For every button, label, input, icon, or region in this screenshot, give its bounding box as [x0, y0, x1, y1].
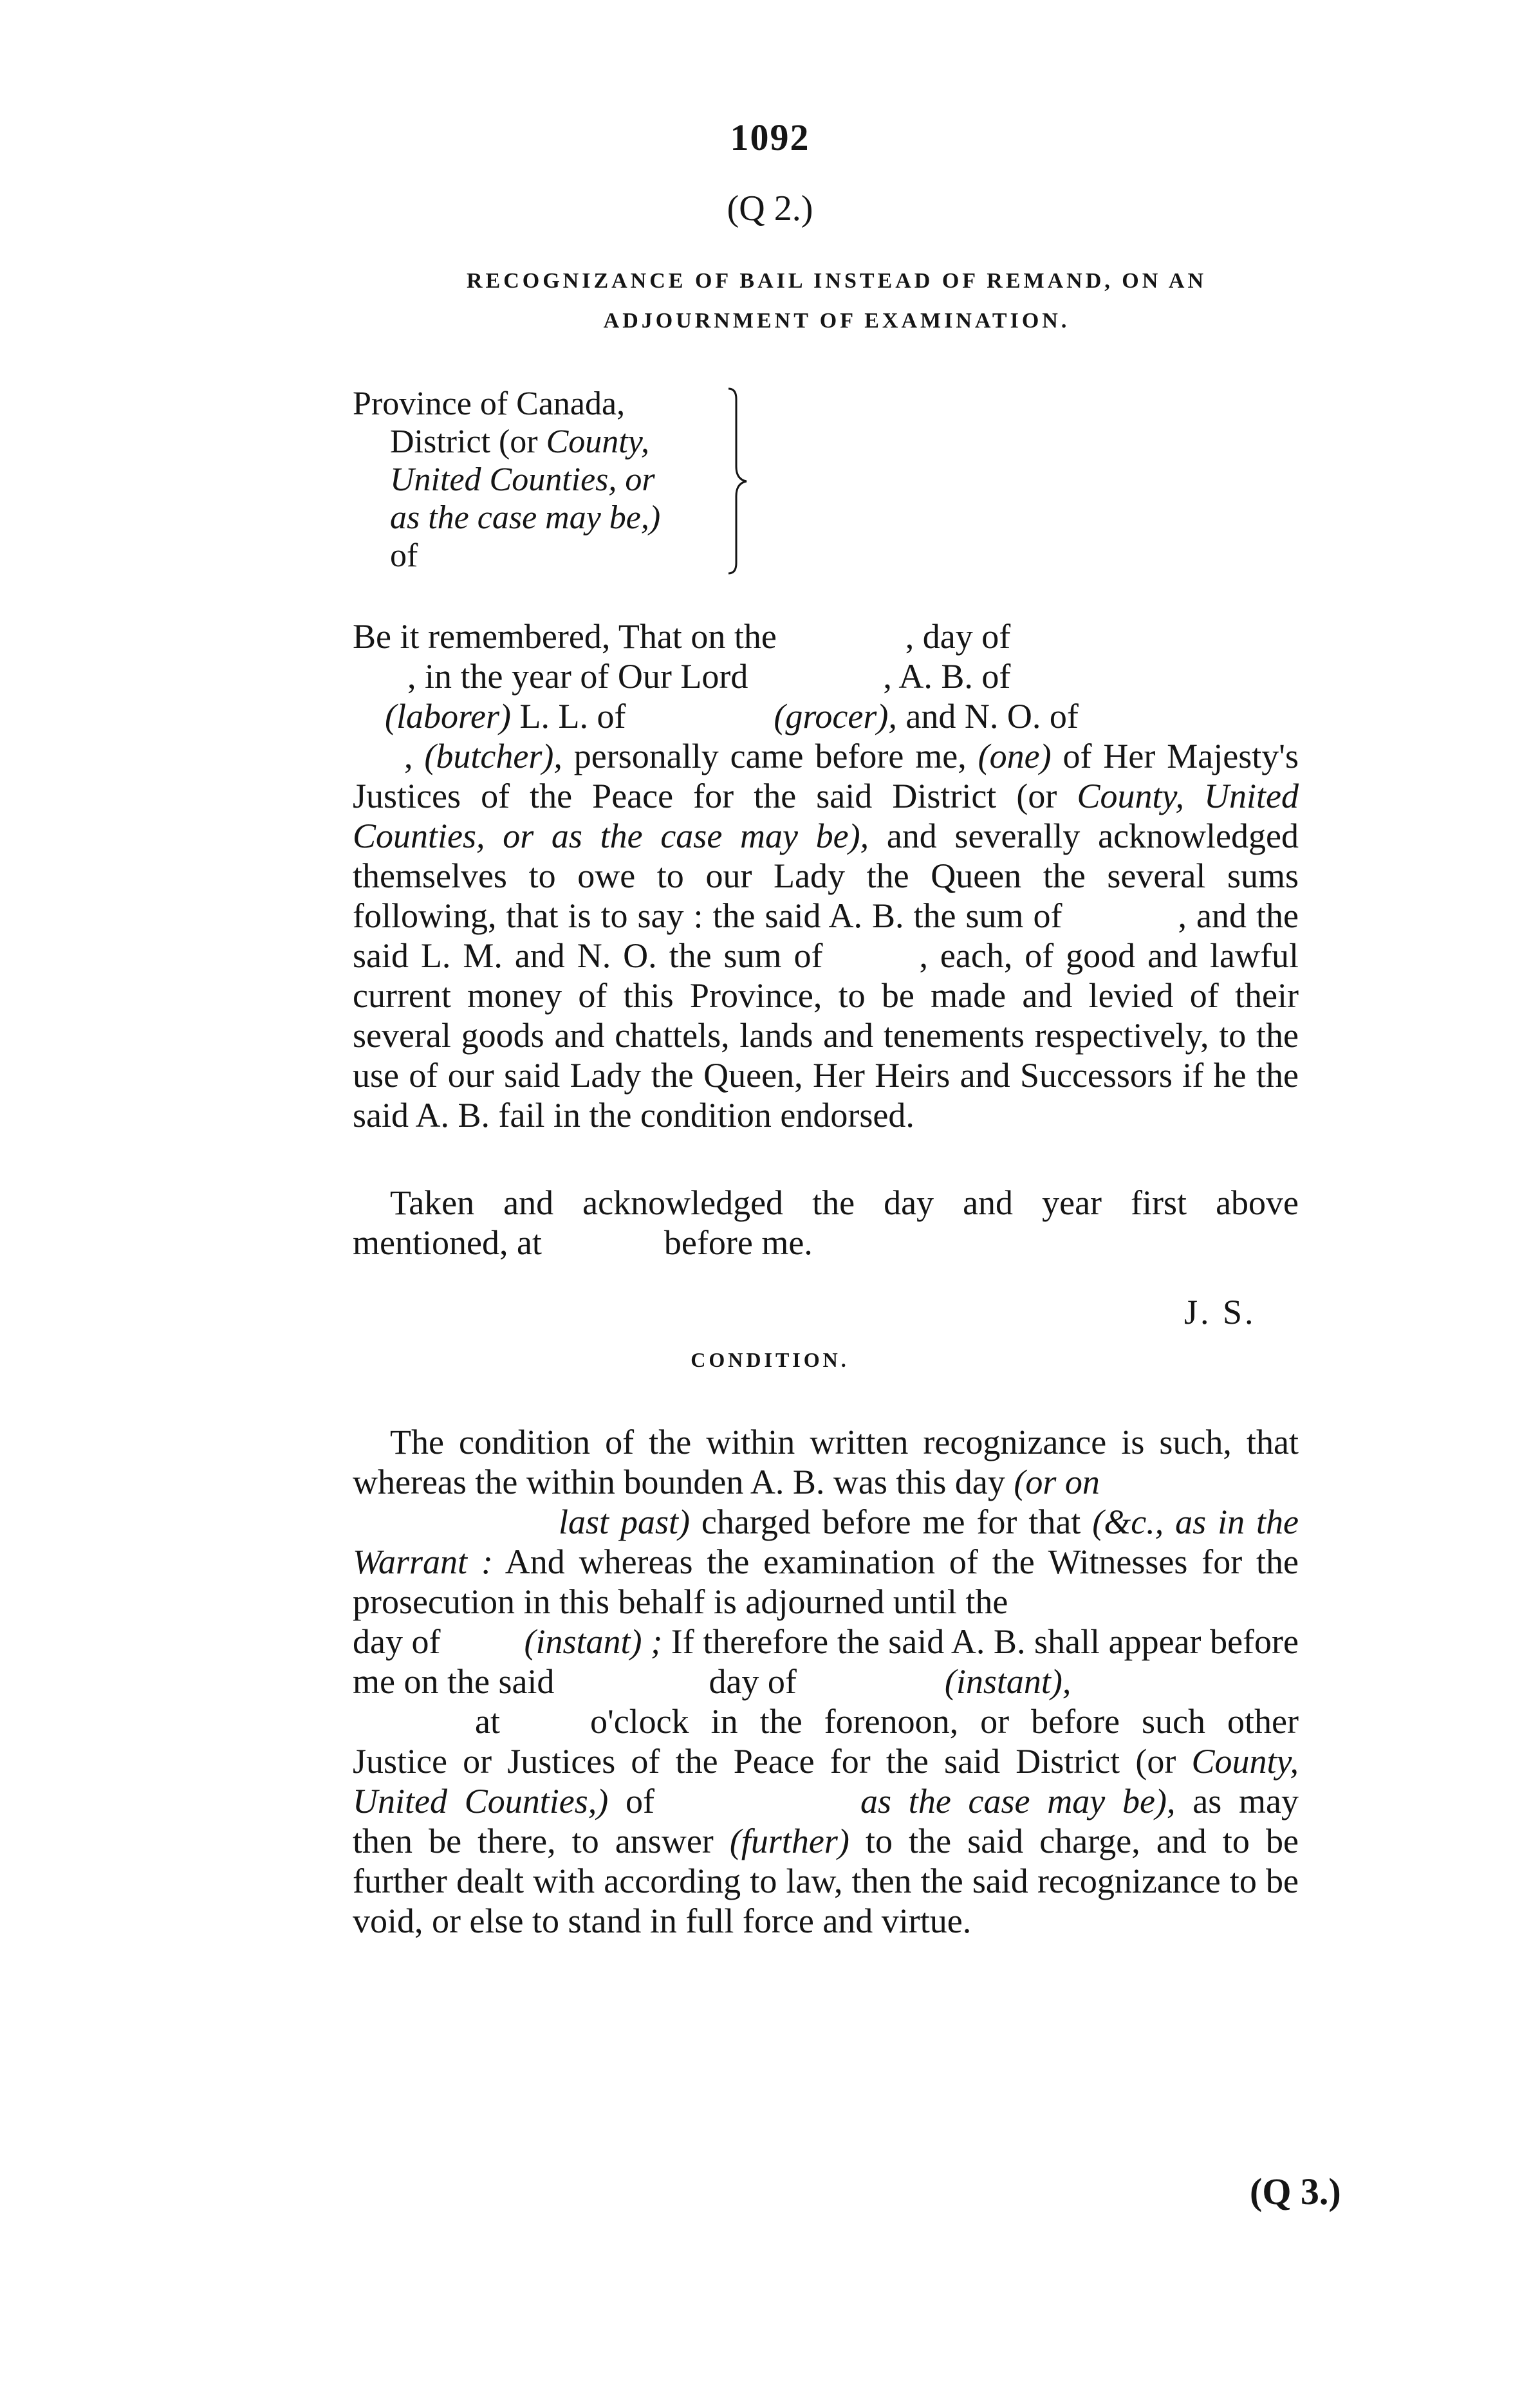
venue-line-3 [353, 461, 713, 499]
rec-text-17: , each, of good and lawful current money of this Province, to be made and levied of their several goods and chattels, lands and tenements respectively, to the use of our said Lady the Queen, Her Heirs and Successors if he the said A. B. fail in the condition endorsed. [353, 936, 1299, 1135]
cond-text-14: County, United Counties,) [353, 1742, 1299, 1820]
rec-text-10: (butcher), [424, 737, 562, 775]
form-title-line-1: RECOGNIZANCE OF BAIL INSTEAD OF REMAND, ON AN [466, 269, 1207, 293]
condition-heading: CONDITION. [691, 1348, 849, 1371]
rec-text-1: Be it remembered, That on the [353, 617, 777, 656]
next-form-code: (Q 3.) [1250, 2171, 1341, 2212]
venue-line-2 [353, 423, 713, 461]
rec-text-5: (laborer) [385, 697, 511, 736]
cond-text-4: charged before me for that [689, 1503, 1093, 1541]
justice-signature: J. S. [1184, 1293, 1256, 1331]
cond-text-16: as the case may be), [860, 1782, 1176, 1820]
cond-text-8: (instant) ; [524, 1622, 663, 1661]
rec-text-16: , and the said L. M. and N. O. the sum of [353, 896, 1299, 975]
rec-text-8: and N. O. of [896, 697, 1079, 736]
recognizance-paragraph [353, 616, 1299, 1135]
page-number: 1092 [730, 116, 810, 158]
cond-text-18: (further) [729, 1822, 849, 1860]
rec-text-12: (one) [978, 737, 1052, 775]
cond-text-19: to the said charge, and to be further dealt with according to law, then the said recognizance to be void, or else to stand in full force and virtue. [353, 1822, 1299, 1940]
cond-text-17: as may then be there, to answer [353, 1782, 1299, 1860]
venue-line-2b: County, [546, 423, 649, 460]
venue-line-4-text: as the case may be,) [390, 499, 661, 536]
taken-paragraph [353, 1183, 1299, 1263]
cond-text-11: (instant), [944, 1662, 1072, 1701]
rec-text-15: and severally acknowledged themselves to owe to our Lady the Queen the several sums following, that is to say : the said A. B. the sum of [353, 817, 1299, 935]
venue-block [353, 385, 713, 575]
venue-line-5: of [390, 537, 418, 574]
cond-text-10: day of [709, 1662, 797, 1701]
rec-text-7: (grocer), [774, 697, 897, 736]
cond-text-6: And whereas the examination of the Witnesses for the prosecution in this behalf is adjourned until the [353, 1543, 1299, 1621]
cond-text-7: day of [353, 1622, 441, 1661]
venue-line-3-text: United Counties, or [390, 461, 655, 498]
rec-text-14: County, United Counties, or as the case may be), [353, 777, 1299, 855]
cond-text-13: o'clock in the forenoon, or before such other Justice or Justices of the Peace for the said District (or [353, 1702, 1299, 1781]
cond-text-15: of [608, 1782, 655, 1820]
rec-text-13: of Her Majesty's Justices of the Peace for the said District (or [353, 737, 1299, 815]
rec-text-6: L. L. of [510, 697, 626, 736]
rec-text-4: , A. B. of [883, 657, 1011, 696]
cond-text-5: (&c., as in the Warrant : [353, 1503, 1299, 1581]
rec-text-2: , day of [905, 617, 1011, 656]
cond-text-3: last past) [559, 1503, 690, 1541]
cond-text-9: If therefore the said A. B. shall appear before me on the said [353, 1622, 1299, 1701]
venue-line-1: Province of Canada, [353, 385, 626, 422]
form-title-line-2: ADJOURNMENT OF EXAMINATION. [603, 309, 1070, 333]
venue-line-2a: District (or [390, 423, 546, 460]
venue-brace [726, 386, 752, 576]
taken-text-2: before me. [663, 1223, 813, 1262]
rec-text-11: personally came before me, [562, 737, 978, 775]
condition-paragraph [353, 1422, 1299, 1941]
cond-text-2: (or on [1014, 1463, 1100, 1501]
cond-text-12: at [475, 1702, 500, 1741]
taken-text-1: Taken and acknowledged the day and year first above mentioned, at [353, 1183, 1299, 1262]
cond-text-1: The condition of the within written recognizance is such, that whereas the within bounden A. B. was this day [353, 1423, 1299, 1501]
rec-text-9: , [404, 737, 425, 775]
venue-line-4 [353, 499, 713, 537]
rec-text-3: , in the year of Our Lord [407, 657, 748, 696]
form-code: (Q 2.) [727, 189, 813, 228]
